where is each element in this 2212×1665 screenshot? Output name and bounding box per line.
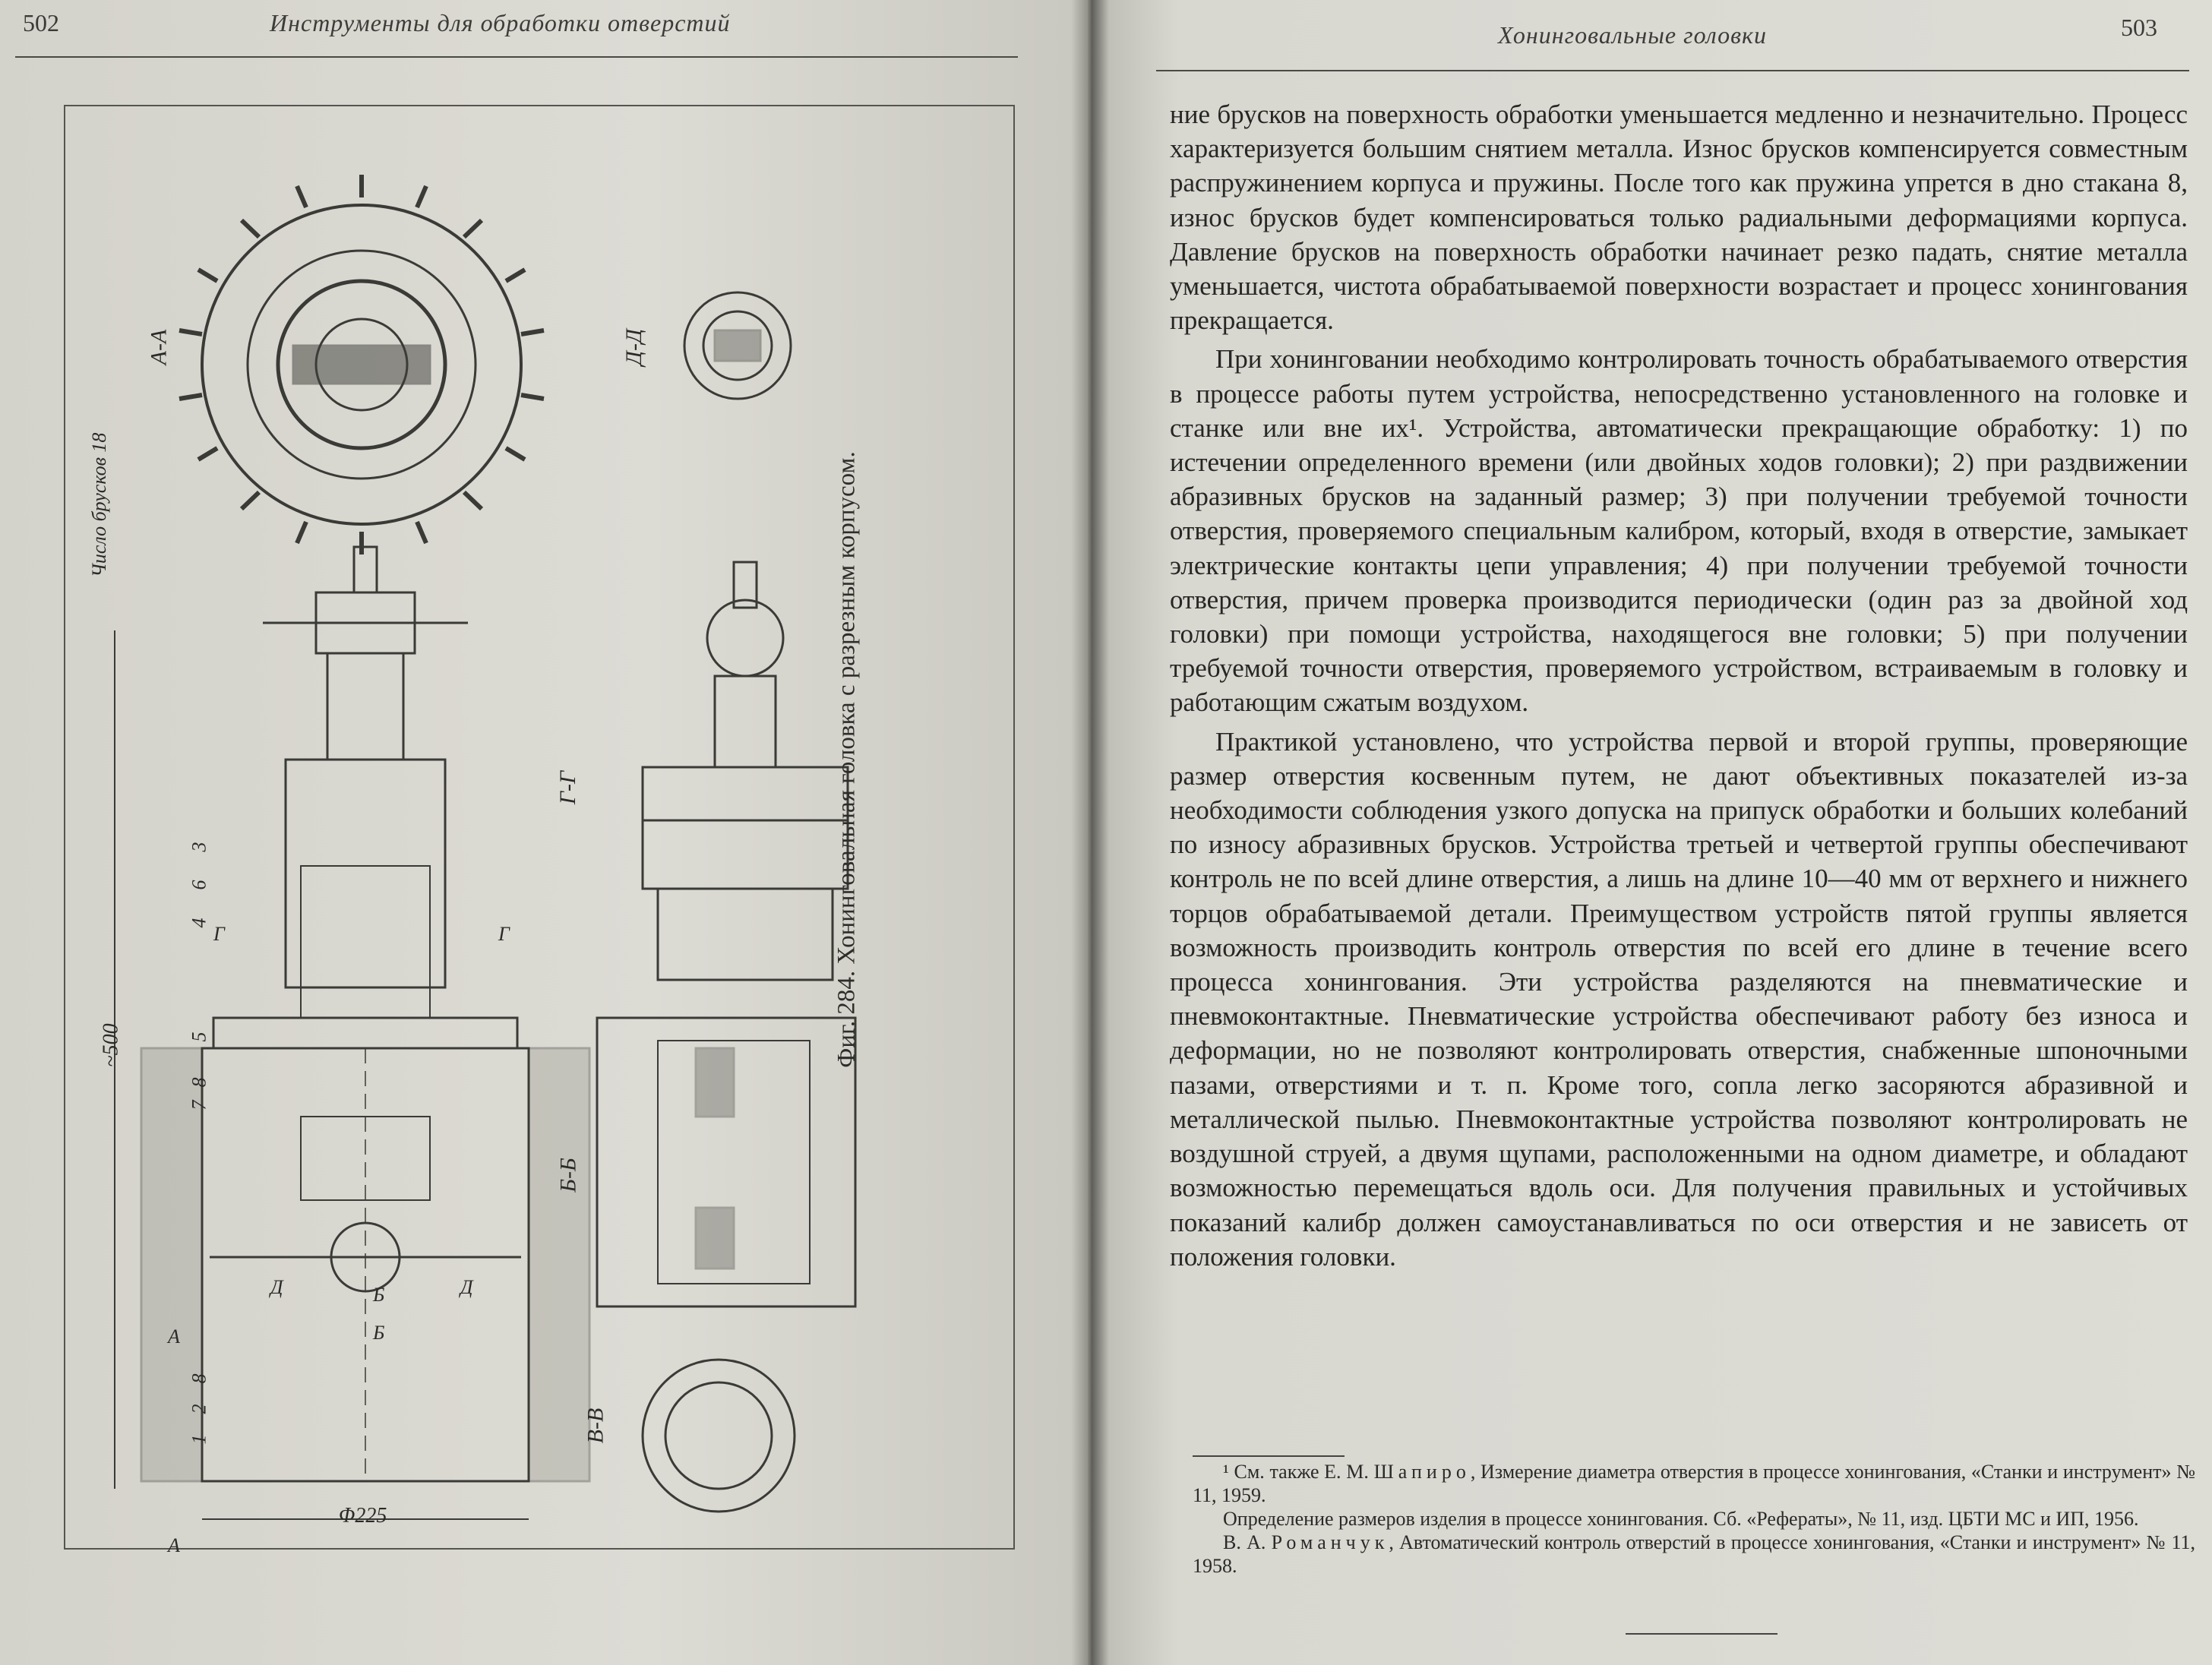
section-bb-view xyxy=(597,1018,855,1306)
figure-caption: Фиг. 284. Хонинговальная головка с разрезным корпусом. xyxy=(833,451,861,1068)
cut-line-label: Д xyxy=(460,1276,473,1298)
paragraph-1: ние брусков на поверхность обработки уменьшается медленно и незначительно. Процесс характеризуется большим снятием металла. Износ брусков компенсируется совместным распружинением корпуса и пружины. После того как пружина упрется в дно стакана 8, износ брусков будет компенсироваться только радиальными деформациями корпуса. Давление брусков на поверхность обработки начинает резко падать, снятие металла уменьшается, чистота обрабатываемой поверхности возрастает и процесс хонингования прекращается. xyxy=(1170,100,2188,336)
part-number-label: 4 xyxy=(188,918,210,928)
paragraph-3: Практикой установлено, что устройства первой и второй группы, проверяющие размер отверстия косвенным путем, не дают объективных показателей из-за необходимости соблюдения узкого допуска на припуск обработки и больших колебаний по износу абразивных брусков. Устройства третьей и четвертой группы обеспечивают контроль не по всей длине отверстия, а лишь на длине 10—40 мм от верхнего и нижнего торцов обрабатываемой детали. Преимуществом устройств пятой группы является возможность производить контроль отверстия по всей его длине в течение всего процесса хонингования. Эти устройства разделяются на пневматические и пневмоконтактные. Пневматические устройства обеспечивают работу без износа и деформации, но не позволяют контролировать отверстия, снабженные шпоночными пазами, отверстиями и т. п. Кроме того, сопла легко засоряются абразивной и металлической пылью. Пневмоконтактные устройства позволяют контролировать не воздушной струей, а двумя щупами, расположенными на одном диаметре, и обладают возможностью перемещаться вдоль оси. Для получения правильных и устойчивых показаний калибр должен самоустанавливаться по оси отверстия и не зависеть от положения головки. xyxy=(1170,726,2188,1272)
label-section-aa: А-А xyxy=(146,329,172,365)
main-section-view xyxy=(115,547,589,1519)
figure-frame xyxy=(64,105,1015,1556)
left-page xyxy=(0,0,1088,1665)
part-number-label: 6 xyxy=(188,880,210,890)
footnote-rule xyxy=(1193,1455,1345,1457)
cut-line-label: А xyxy=(168,1325,180,1347)
part-number-label: 3 xyxy=(188,842,210,852)
footnotes xyxy=(1193,1460,2195,1578)
section-aa-view xyxy=(179,175,544,554)
section-gg-view xyxy=(643,562,848,980)
cut-line-label: Г xyxy=(498,923,510,945)
end-rule xyxy=(1626,1633,1778,1635)
body-text xyxy=(1170,97,2188,1274)
label-section-bb: Б-Б xyxy=(555,1158,581,1193)
footnote-1-text: , Измерение диаметра отверстия в процессе хонингования, «Станки и инструмент» № 11, 1959. xyxy=(1193,1461,2195,1506)
running-head-right: Хонинговальные головки xyxy=(1498,21,1767,49)
footnote-1-prefix: ¹ См. также Е. М. xyxy=(1223,1461,1374,1483)
book-gutter xyxy=(1071,0,1109,1665)
cut-line-label: Б xyxy=(373,1284,385,1306)
page-number-right: 503 xyxy=(2121,14,2157,41)
paragraph-2: При хонинговании необходимо контролировать точность обрабатываемого отверстия в процессе работы путем устройства, непосредственно установленного на головке и станке или вне их¹. Устройства, автоматически прекращающие обработку: 1) по истечении определенного времени (или двойных ходов головки); 2) при раздвижении абразивных брусков на заданный размер; 3) при получении требуемой точности отверстия, проверяемого специальным калибром, который, входя в отверстие, замыкает электрические контакты цепи управления; 4) при получении требуемой точности отверстия, причем проверка производится периодически (один раз за двойной ход головки) при помощи устройства, находящегося вне головки; 5) при получении требуемой точности отверстия, проверяемого устройством, встраиваемым в головку и работающим сжатым воздухом. xyxy=(1170,344,2188,718)
label-section-gg: Г-Г xyxy=(555,770,581,805)
footnote-1-author: Шапиро xyxy=(1373,1461,1471,1483)
cut-line-label: Б xyxy=(373,1322,385,1344)
label-length-dimension: ~500 xyxy=(99,1023,123,1067)
part-number-label: 2 xyxy=(188,1404,210,1414)
part-number-label: 7 xyxy=(188,1100,210,1111)
cut-line-label: Г xyxy=(213,923,225,945)
section-vv-view xyxy=(643,1360,795,1512)
footnote-3-prefix: В. А. xyxy=(1223,1531,1272,1553)
running-head-left: Инструменты для обработки отверстий xyxy=(270,9,731,36)
label-diameter-dimension: Φ225 xyxy=(339,1504,387,1528)
header-rule-left xyxy=(15,56,1018,58)
part-number-label: 8 xyxy=(188,1077,210,1088)
footnote-3 xyxy=(1193,1531,2195,1578)
part-number-label: 8 xyxy=(188,1373,210,1384)
part-number-label: 1 xyxy=(188,1434,210,1445)
footnote-3-author: Романчук xyxy=(1271,1531,1389,1553)
part-number-label: 5 xyxy=(188,1032,210,1042)
honing-head-drawing xyxy=(65,106,1013,1548)
label-section-dd: Д-Д xyxy=(621,328,647,366)
footnote-3-text: , Автоматический контроль отверстий в процессе хонингования, «Станки и инструмент» № 11, 1958. xyxy=(1193,1531,2196,1577)
footnote-2-text: Определение размеров изделия в процессе хонингования. Сб. «Рефераты», № 11, изд. ЦБТИ МС и ИП, 1956. xyxy=(1223,1508,2139,1530)
header-rule-right xyxy=(1156,70,2189,71)
section-dd-view xyxy=(684,292,791,399)
cut-line-label: Д xyxy=(270,1276,283,1298)
footnote-2 xyxy=(1193,1507,2195,1531)
label-section-vv: В-В xyxy=(583,1408,608,1444)
cut-line-label: А xyxy=(168,1534,180,1556)
label-bar-count: Число брусков 18 xyxy=(88,432,110,577)
footnote-1 xyxy=(1193,1460,2195,1507)
page-number-left: 502 xyxy=(23,9,59,36)
